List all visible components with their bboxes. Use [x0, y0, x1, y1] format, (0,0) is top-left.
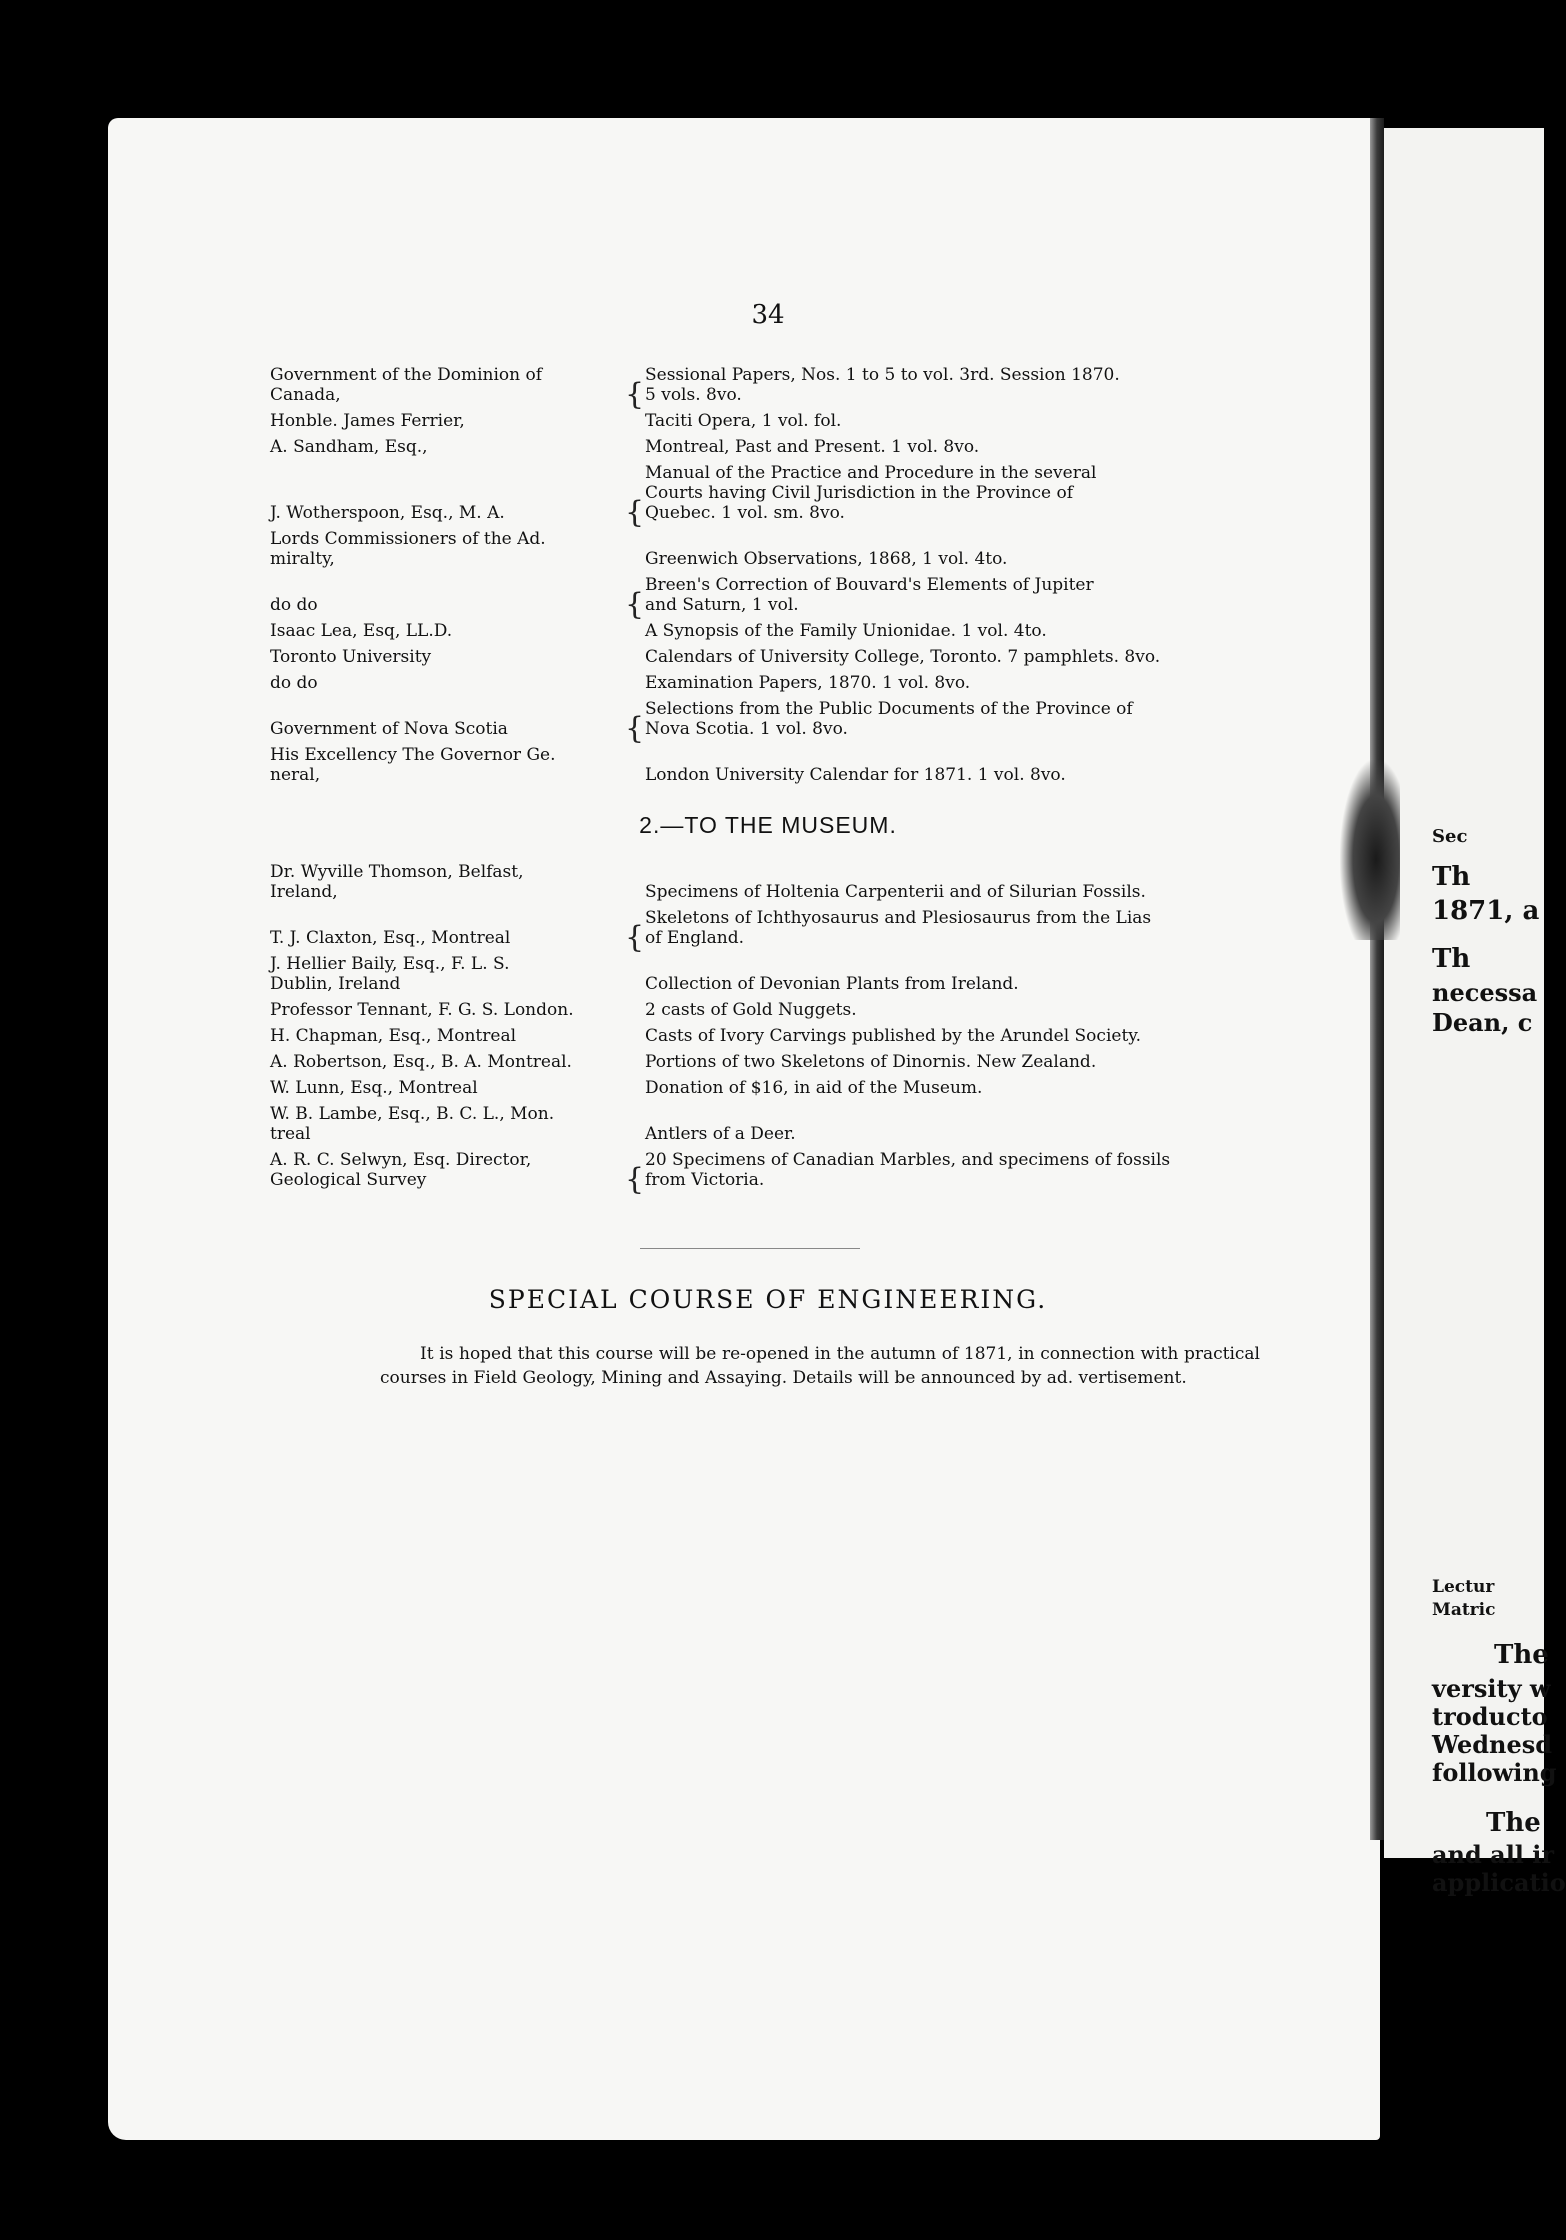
gift-description: Montreal, Past and Present. 1 vol. 8vo. [645, 437, 980, 457]
adjacent-fragment: applicatio [1432, 1868, 1566, 1897]
donation-entry [270, 1150, 1270, 1197]
donor-name: Lords Commissioners of the Ad. miralty, [270, 529, 546, 569]
donor-name: A. R. C. Selwyn, Esq. Director, Geological Survey [270, 1150, 532, 1190]
gift-description: Specimens of Holtenia Carpenterii and of Silurian Fossils. [645, 882, 1146, 902]
library-donations-list [270, 365, 1270, 791]
donor-name: H. Chapman, Esq., Montreal [270, 1026, 517, 1046]
donation-entry [270, 463, 1270, 530]
donor-name: His Excellency The Governor Ge. neral, [270, 745, 556, 785]
page-number: 34 [751, 300, 785, 330]
donation-entry [270, 954, 1270, 994]
adjacent-fragment: Th [1432, 862, 1471, 892]
donor-name: Isaac Lea, Esq, LL.D. [270, 621, 453, 641]
gift-description: Donation of $16, in aid of the Museum. [645, 1078, 983, 1098]
gift-description: Calendars of University College, Toronto. 7 pamphlets. 8vo. [645, 647, 1161, 667]
gift-description: Greenwich Observations, 1868, 1 vol. 4to. [645, 549, 1008, 569]
gift-description: London University Calendar for 1871. 1 vol. 8vo. [645, 765, 1066, 785]
brace-mark: { [625, 495, 645, 530]
donation-entry [270, 908, 1270, 955]
adjacent-fragment: and all ir [1432, 1840, 1555, 1869]
adjacent-fragment: Dean, c [1432, 1008, 1533, 1037]
adjacent-fragment: The [1494, 1640, 1549, 1670]
donor-name: Government of Nova Scotia [270, 719, 508, 739]
gift-description: Breen's Correction of Bouvard's Elements of Jupiter and Saturn, 1 vol. [645, 575, 1094, 615]
donation-entry [270, 437, 1270, 457]
brace-mark: { [625, 711, 645, 746]
donor-name: do do [270, 595, 318, 615]
adjacent-fragment: Th [1432, 944, 1471, 974]
donation-entry [270, 673, 1270, 693]
donation-entry [270, 745, 1270, 785]
donor-name: Dr. Wyville Thomson, Belfast, Ireland, [270, 862, 524, 902]
donor-name: Professor Tennant, F. G. S. London. [270, 1000, 574, 1020]
donation-entry [270, 1000, 1270, 1020]
page-tear [1340, 760, 1400, 940]
divider-rule [640, 1248, 860, 1249]
gift-description: Skeletons of Ichthyosaurus and Plesiosaurus from the Lias of England. [645, 908, 1152, 948]
museum-donations-list [270, 862, 1270, 1196]
donor-name: T. J. Claxton, Esq., Montreal [270, 928, 511, 948]
brace-mark: { [625, 920, 645, 955]
adjacent-fragment: Sec [1432, 826, 1468, 847]
adjacent-fragment: The [1486, 1808, 1541, 1838]
gift-description: Sessional Papers, Nos. 1 to 5 to vol. 3rd. Session 1870. 5 vols. 8vo. [645, 365, 1120, 405]
gift-description: 20 Specimens of Canadian Marbles, and specimens of fossils from Victoria. [645, 1150, 1171, 1190]
donation-entry [270, 1052, 1270, 1072]
special-course-heading: SPECIAL COURSE OF ENGINEERING. [488, 1285, 1048, 1314]
donation-entry [270, 1026, 1270, 1046]
gift-description: 2 casts of Gold Nuggets. [645, 1000, 857, 1020]
gift-description: Taciti Opera, 1 vol. fol. [645, 411, 842, 431]
donor-name: A. Robertson, Esq., B. A. Montreal. [270, 1052, 572, 1072]
adjacent-fragment: necessa [1432, 978, 1538, 1007]
adjacent-fragment: Matric [1432, 1600, 1496, 1620]
donor-name: Toronto University [270, 647, 432, 667]
donation-entry [270, 529, 1270, 569]
adjacent-fragment: versity w [1432, 1674, 1551, 1703]
donor-name: Government of the Dominion of Canada, [270, 365, 543, 405]
gift-description: Portions of two Skeletons of Dinornis. New Zealand. [645, 1052, 1097, 1072]
adjacent-fragment: Lectur [1432, 1577, 1495, 1597]
donor-name: W. Lunn, Esq., Montreal [270, 1078, 478, 1098]
adjacent-fragment: Wednesd [1432, 1730, 1553, 1759]
gift-description: Antlers of a Deer. [645, 1124, 796, 1144]
donation-entry [270, 699, 1270, 746]
adjacent-fragment: troducto [1432, 1702, 1548, 1731]
donor-name: Honble. James Ferrier, [270, 411, 465, 431]
donor-name: do do [270, 673, 318, 693]
donation-entry [270, 862, 1270, 902]
gift-description: A Synopsis of the Family Unionidae. 1 vol. 4to. [645, 621, 1047, 641]
brace-mark: { [625, 1162, 645, 1197]
donor-name: W. B. Lambe, Esq., B. C. L., Mon. treal [270, 1104, 555, 1144]
museum-heading: 2.—TO THE MUSEUM. [639, 812, 897, 838]
donor-name: A. Sandham, Esq., [270, 437, 428, 457]
donation-entry [270, 1104, 1270, 1144]
adjacent-fragment: 1871, a [1432, 896, 1540, 926]
gift-description: Collection of Devonian Plants from Ireland. [645, 974, 1019, 994]
gift-description: Examination Papers, 1870. 1 vol. 8vo. [645, 673, 971, 693]
gift-description: Casts of Ivory Carvings published by the Arundel Society. [645, 1026, 1142, 1046]
donor-name: J. Wotherspoon, Esq., M. A. [270, 503, 505, 523]
adjacent-fragment: following [1432, 1758, 1557, 1787]
donation-entry [270, 1078, 1270, 1098]
donation-entry [270, 647, 1270, 667]
brace-mark: { [625, 587, 645, 622]
donation-entry [270, 621, 1270, 641]
donor-name: J. Hellier Baily, Esq., F. L. S. Dublin, Ireland [270, 954, 510, 994]
donation-entry [270, 575, 1270, 622]
gift-description: Manual of the Practice and Procedure in the several Courts having Civil Jurisdiction in the Province of Quebec. 1 vol. sm. 8vo. [645, 463, 1097, 523]
donation-entry [270, 411, 1270, 431]
donation-entry [270, 365, 1270, 412]
brace-mark: { [625, 377, 645, 412]
gift-description: Selections from the Public Documents of the Province of Nova Scotia. 1 vol. 8vo. [645, 699, 1133, 739]
special-course-paragraph: It is hoped that this course will be re-opened in the autumn of 1871, in connection with practical courses in Field Geology, Mining and Assaying. Details will be announced by ad. vertisement. [380, 1344, 1260, 1388]
book-gutter [1370, 118, 1384, 1840]
